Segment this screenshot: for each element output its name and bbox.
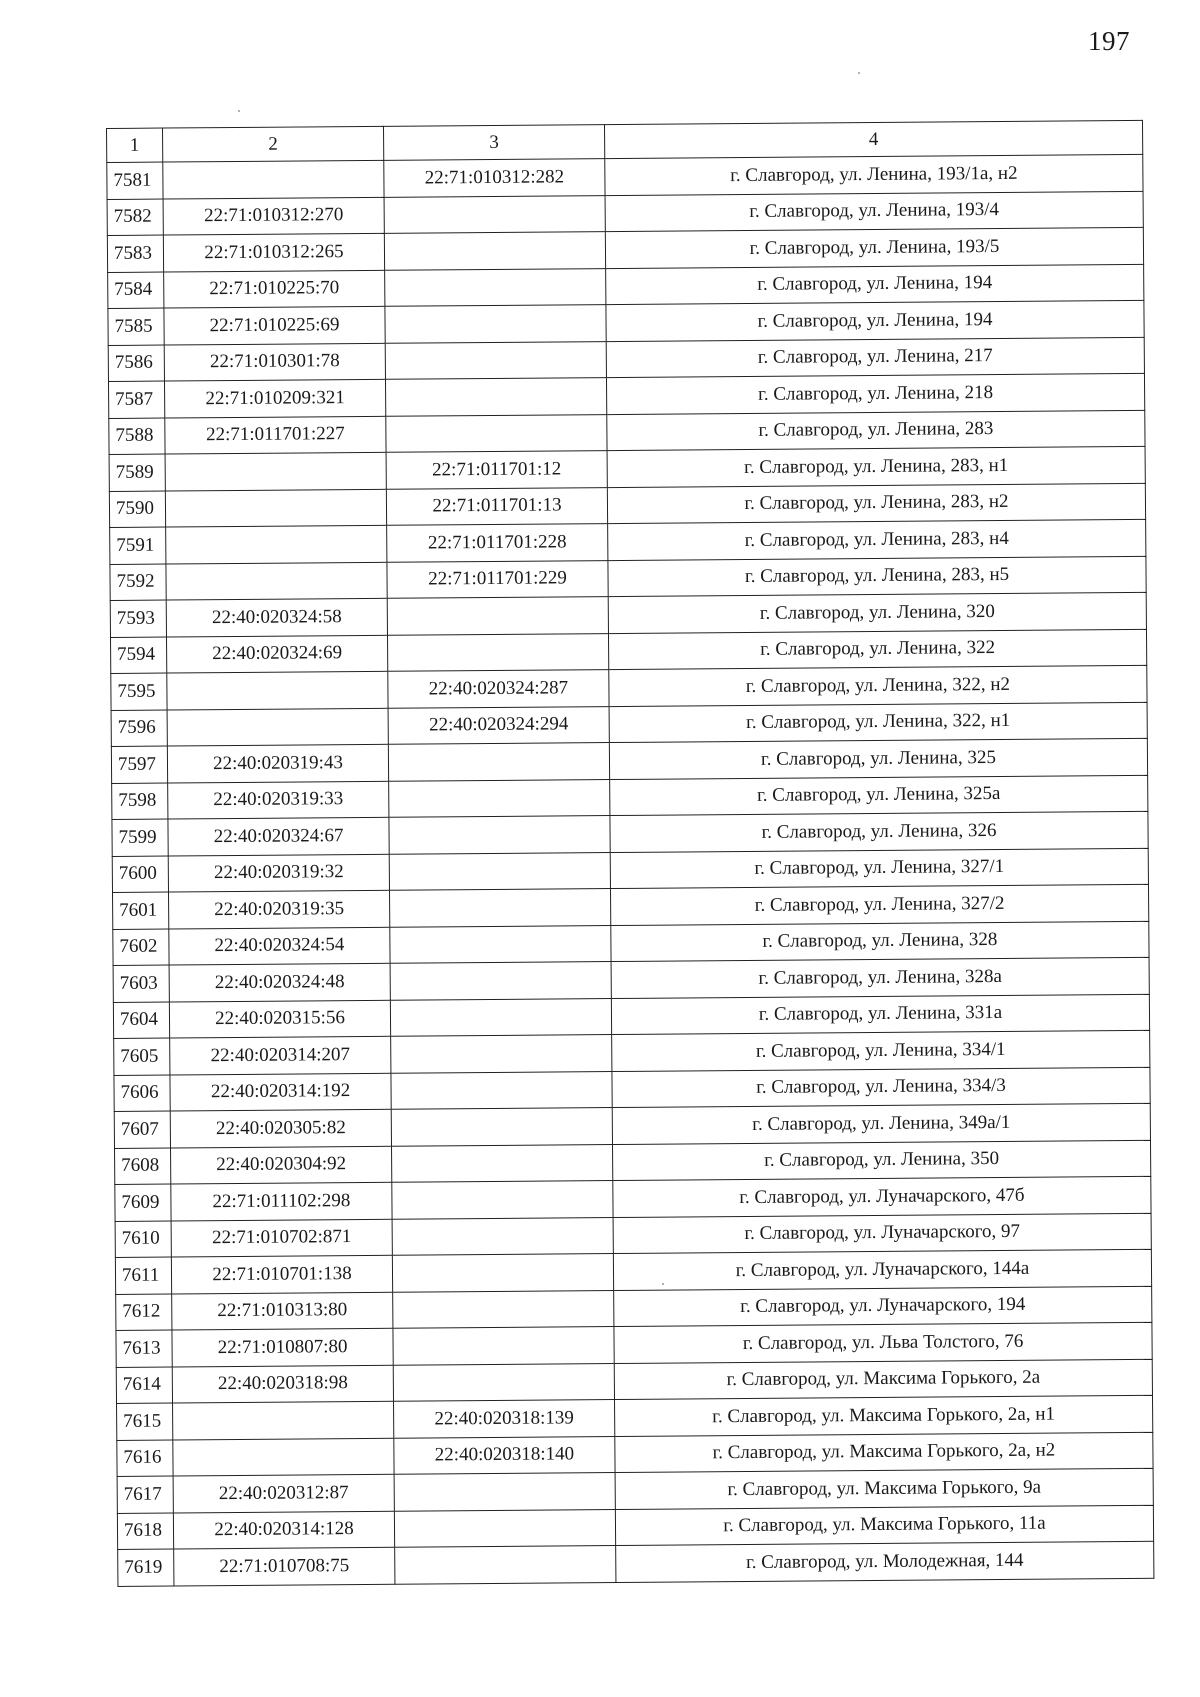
row-number-cell: 7609 xyxy=(115,1184,171,1221)
cadastral-number-cell: 22:40:020319:33 xyxy=(168,781,389,819)
address-cell: г. Славгород, ул. Ленина, 193/4 xyxy=(605,191,1143,232)
address-cell: г. Славгород, ул. Ленина, 326 xyxy=(610,811,1148,852)
address-cell: г. Славгород, ул. Ленина, 322 xyxy=(608,629,1146,670)
cadastral-number-cell: 22:40:020318:98 xyxy=(172,1365,393,1403)
row-number-cell: 7610 xyxy=(115,1221,171,1258)
parcel-number-cell xyxy=(388,743,609,781)
cadastral-number-cell xyxy=(165,489,386,527)
row-number-cell: 7592 xyxy=(110,564,166,601)
row-number-cell: 7606 xyxy=(114,1075,170,1112)
parcel-number-cell: 22:71:010312:282 xyxy=(384,159,605,197)
cadastral-number-cell: 22:71:010312:265 xyxy=(163,233,384,271)
parcel-number-cell xyxy=(392,1144,613,1182)
address-cell: г. Славгород, ул. Луначарского, 47б xyxy=(613,1176,1151,1217)
address-cell: г. Славгород, ул. Ленина, 322, н1 xyxy=(609,702,1147,743)
cadastral-number-cell: 22:71:011102:298 xyxy=(171,1182,392,1220)
parcel-number-cell xyxy=(392,1181,613,1219)
parcel-number-cell xyxy=(390,925,611,963)
parcel-number-cell xyxy=(390,962,611,1000)
address-cell: г. Славгород, ул. Ленина, 327/1 xyxy=(610,848,1148,889)
parcel-number-cell: 22:71:011701:228 xyxy=(387,524,608,562)
row-number-cell: 7615 xyxy=(117,1403,173,1440)
row-number-cell: 7608 xyxy=(115,1148,171,1185)
parcel-number-cell: 22:40:020318:140 xyxy=(394,1436,615,1474)
column-header-2: 2 xyxy=(163,126,384,162)
parcel-number-cell: 22:40:020318:139 xyxy=(394,1400,615,1438)
cadastral-number-cell xyxy=(166,525,387,563)
cadastral-number-cell: 22:40:020305:82 xyxy=(170,1109,391,1147)
row-number-cell: 7601 xyxy=(113,892,169,929)
row-number-cell: 7605 xyxy=(114,1038,170,1075)
row-number-cell: 7602 xyxy=(113,929,169,966)
parcel-number-cell xyxy=(392,1217,613,1255)
cadastral-number-cell xyxy=(163,160,384,198)
address-cell: г. Славгород, ул. Ленина, 217 xyxy=(606,337,1144,378)
row-number-cell: 7587 xyxy=(108,381,164,418)
row-number-cell: 7600 xyxy=(112,856,168,893)
row-number-cell: 7594 xyxy=(110,637,166,674)
parcel-number-cell xyxy=(387,597,608,635)
row-number-cell: 7619 xyxy=(118,1549,174,1586)
row-number-cell: 7616 xyxy=(117,1440,173,1477)
address-cell: г. Славгород, ул. Ленина, 193/1а, н2 xyxy=(605,154,1143,195)
address-cell: г. Славгород, ул. Ленина, 283, н4 xyxy=(608,519,1146,560)
row-number-cell: 7611 xyxy=(115,1257,171,1294)
cadastral-number-cell: 22:40:020324:67 xyxy=(168,817,389,855)
parcel-number-cell xyxy=(393,1290,614,1328)
cadastral-number-cell: 22:40:020315:56 xyxy=(169,1000,390,1038)
cadastral-number-cell: 22:40:020319:35 xyxy=(169,890,390,928)
address-cell: г. Славгород, ул. Максима Горького, 2а, н2 xyxy=(615,1432,1153,1473)
address-cell: г. Славгород, ул. Ленина, 328а xyxy=(611,957,1149,998)
column-header-3: 3 xyxy=(383,125,604,161)
cadastral-number-cell: 22:71:010807:80 xyxy=(172,1328,393,1366)
cadastral-number-cell: 22:40:020314:192 xyxy=(170,1073,391,1111)
parcel-number-cell xyxy=(391,1035,612,1073)
parcel-number-cell: 22:40:020324:294 xyxy=(388,706,609,744)
parcel-number-cell xyxy=(390,998,611,1036)
address-cell: г. Славгород, ул. Ленина, 218 xyxy=(606,373,1144,414)
address-cell: г. Славгород, ул. Ленина, 325а xyxy=(610,775,1148,816)
address-cell: г. Славгород, ул. Ленина, 327/2 xyxy=(610,884,1148,925)
row-number-cell: 7596 xyxy=(111,710,167,747)
address-cell: г. Славгород, ул. Ленина, 283, н5 xyxy=(608,556,1146,597)
row-number-cell: 7586 xyxy=(108,345,164,382)
row-number-cell: 7591 xyxy=(110,527,166,564)
row-number-cell: 7582 xyxy=(107,199,163,236)
row-number-cell: 7588 xyxy=(109,418,165,455)
address-cell: г. Славгород, ул. Максима Горького, 9а xyxy=(615,1468,1153,1509)
row-number-cell: 7599 xyxy=(112,819,168,856)
scan-speck xyxy=(858,72,860,74)
row-number-cell: 7614 xyxy=(116,1367,172,1404)
address-cell: г. Славгород, ул. Ленина, 331а xyxy=(611,994,1149,1035)
cadastral-number-cell: 22:40:020319:43 xyxy=(167,744,388,782)
parcel-number-cell xyxy=(395,1546,616,1584)
address-cell: г. Славгород, ул. Ленина, 325 xyxy=(609,738,1147,779)
cadastral-number-cell: 22:40:020324:54 xyxy=(169,927,390,965)
address-cell: г. Славгород, ул. Максима Горького, 2а, н1 xyxy=(615,1395,1153,1436)
parcel-number-cell xyxy=(389,816,610,854)
address-cell: г. Славгород, ул. Луначарского, 97 xyxy=(613,1213,1151,1254)
cadastral-number-cell xyxy=(173,1401,394,1439)
address-cell: г. Славгород, ул. Максима Горького, 2а xyxy=(614,1359,1152,1400)
address-cell: г. Славгород, ул. Ленина, 283, н1 xyxy=(607,446,1145,487)
cadastral-number-cell xyxy=(167,671,388,709)
address-cell: г. Славгород, ул. Ленина, 194 xyxy=(606,300,1144,341)
cadastral-number-cell: 22:71:010702:871 xyxy=(171,1219,392,1257)
parcel-number-cell xyxy=(387,633,608,671)
row-number-cell: 7584 xyxy=(108,272,164,309)
address-cell: г. Славгород, ул. Ленина, 320 xyxy=(608,592,1146,633)
parcel-number-cell xyxy=(389,889,610,927)
cadastral-number-cell xyxy=(165,452,386,490)
cadastral-number-cell: 22:71:010708:75 xyxy=(174,1547,395,1585)
cadastral-number-cell: 22:40:020314:207 xyxy=(170,1036,391,1074)
cadastral-number-cell: 22:40:020312:87 xyxy=(173,1474,394,1512)
table-row xyxy=(118,1541,1154,1586)
address-cell: г. Славгород, ул. Льва Толстого, 76 xyxy=(614,1322,1152,1363)
address-cell: г. Славгород, ул. Ленина, 350 xyxy=(612,1140,1150,1181)
parcel-number-cell xyxy=(392,1254,613,1292)
row-number-cell: 7617 xyxy=(117,1476,173,1513)
address-cell: г. Славгород, ул. Ленина, 334/3 xyxy=(612,1067,1150,1108)
address-cell: г. Славгород, ул. Ленина, 283, н2 xyxy=(607,483,1145,524)
address-cell: г. Славгород, ул. Максима Горького, 11а xyxy=(615,1505,1153,1546)
parcel-number-cell xyxy=(389,852,610,890)
parcel-number-cell xyxy=(393,1327,614,1365)
parcel-number-cell xyxy=(384,232,605,270)
cadastral-number-cell: 22:40:020324:58 xyxy=(166,598,387,636)
column-header-4: 4 xyxy=(604,120,1142,158)
parcel-number-cell: 22:71:011701:13 xyxy=(386,487,607,525)
cadastral-number-cell: 22:71:010313:80 xyxy=(172,1292,393,1330)
address-cell: г. Славгород, ул. Ленина, 193/5 xyxy=(605,227,1143,268)
row-number-cell: 7593 xyxy=(110,600,166,637)
row-number-cell: 7597 xyxy=(111,746,167,783)
address-cell: г. Славгород, ул. Ленина, 194 xyxy=(606,264,1144,305)
row-number-cell: 7604 xyxy=(113,1002,169,1039)
row-number-cell: 7583 xyxy=(107,235,163,272)
row-number-cell: 7607 xyxy=(114,1111,170,1148)
row-number-cell: 7598 xyxy=(112,783,168,820)
parcel-number-cell xyxy=(394,1509,615,1547)
parcel-number-cell xyxy=(385,268,606,306)
address-cell: г. Славгород, ул. Молодежная, 144 xyxy=(616,1541,1154,1582)
cadastral-number-cell: 22:71:011701:227 xyxy=(165,416,386,454)
parcel-number-cell xyxy=(385,305,606,343)
row-number-cell: 7585 xyxy=(108,308,164,345)
cadastral-number-cell xyxy=(166,562,387,600)
row-number-cell: 7590 xyxy=(109,491,165,528)
parcel-number-cell xyxy=(394,1473,615,1511)
cadastral-number-cell: 22:71:010209:321 xyxy=(164,379,385,417)
registry-table xyxy=(106,120,1154,1587)
cadastral-number-cell: 22:71:010301:78 xyxy=(164,343,385,381)
address-cell: г. Славгород, ул. Ленина, 349а/1 xyxy=(612,1103,1150,1144)
cadastral-number-cell: 22:40:020314:128 xyxy=(173,1511,394,1549)
address-cell: г. Славгород, ул. Ленина, 322, н2 xyxy=(609,665,1147,706)
row-number-cell: 7581 xyxy=(107,162,163,199)
row-number-cell: 7589 xyxy=(109,454,165,491)
row-number-cell: 7595 xyxy=(111,673,167,710)
parcel-number-cell xyxy=(389,779,610,817)
parcel-number-cell xyxy=(384,195,605,233)
address-cell: г. Славгород, ул. Луначарского, 194 xyxy=(614,1286,1152,1327)
column-header-1: 1 xyxy=(107,128,163,162)
row-number-cell: 7612 xyxy=(116,1294,172,1331)
cadastral-number-cell: 22:71:010701:138 xyxy=(171,1255,392,1293)
parcel-number-cell xyxy=(385,341,606,379)
cadastral-number-cell xyxy=(167,708,388,746)
address-cell: г. Славгород, ул. Луначарского, 144а xyxy=(613,1249,1151,1290)
address-cell: г. Славгород, ул. Ленина, 334/1 xyxy=(612,1030,1150,1071)
parcel-number-cell xyxy=(391,1071,612,1109)
table-body xyxy=(107,154,1154,1586)
parcel-number-cell: 22:71:011701:229 xyxy=(387,560,608,598)
cadastral-number-cell: 22:71:010225:69 xyxy=(164,306,385,344)
cadastral-number-cell: 22:71:010225:70 xyxy=(164,270,385,308)
cadastral-number-cell: 22:40:020319:32 xyxy=(168,854,389,892)
row-number-cell: 7613 xyxy=(116,1330,172,1367)
parcel-number-cell: 22:71:011701:12 xyxy=(386,451,607,489)
address-cell: г. Славгород, ул. Ленина, 328 xyxy=(611,921,1149,962)
page-number: 197 xyxy=(1088,26,1130,56)
address-cell: г. Славгород, ул. Ленина, 283 xyxy=(607,410,1145,451)
cadastral-number-cell: 22:71:010312:270 xyxy=(163,197,384,235)
parcel-number-cell xyxy=(391,1108,612,1146)
cadastral-number-cell: 22:40:020324:48 xyxy=(169,963,390,1001)
cadastral-number-cell: 22:40:020304:92 xyxy=(171,1146,392,1184)
scan-speck xyxy=(238,110,240,112)
cadastral-number-cell xyxy=(173,1438,394,1476)
parcel-number-cell: 22:40:020324:287 xyxy=(388,670,609,708)
document-sheet xyxy=(106,120,1153,1587)
cadastral-number-cell: 22:40:020324:69 xyxy=(166,635,387,673)
row-number-cell: 7618 xyxy=(117,1513,173,1550)
parcel-number-cell xyxy=(385,378,606,416)
parcel-number-cell xyxy=(386,414,607,452)
parcel-number-cell xyxy=(393,1363,614,1401)
row-number-cell: 7603 xyxy=(113,965,169,1002)
